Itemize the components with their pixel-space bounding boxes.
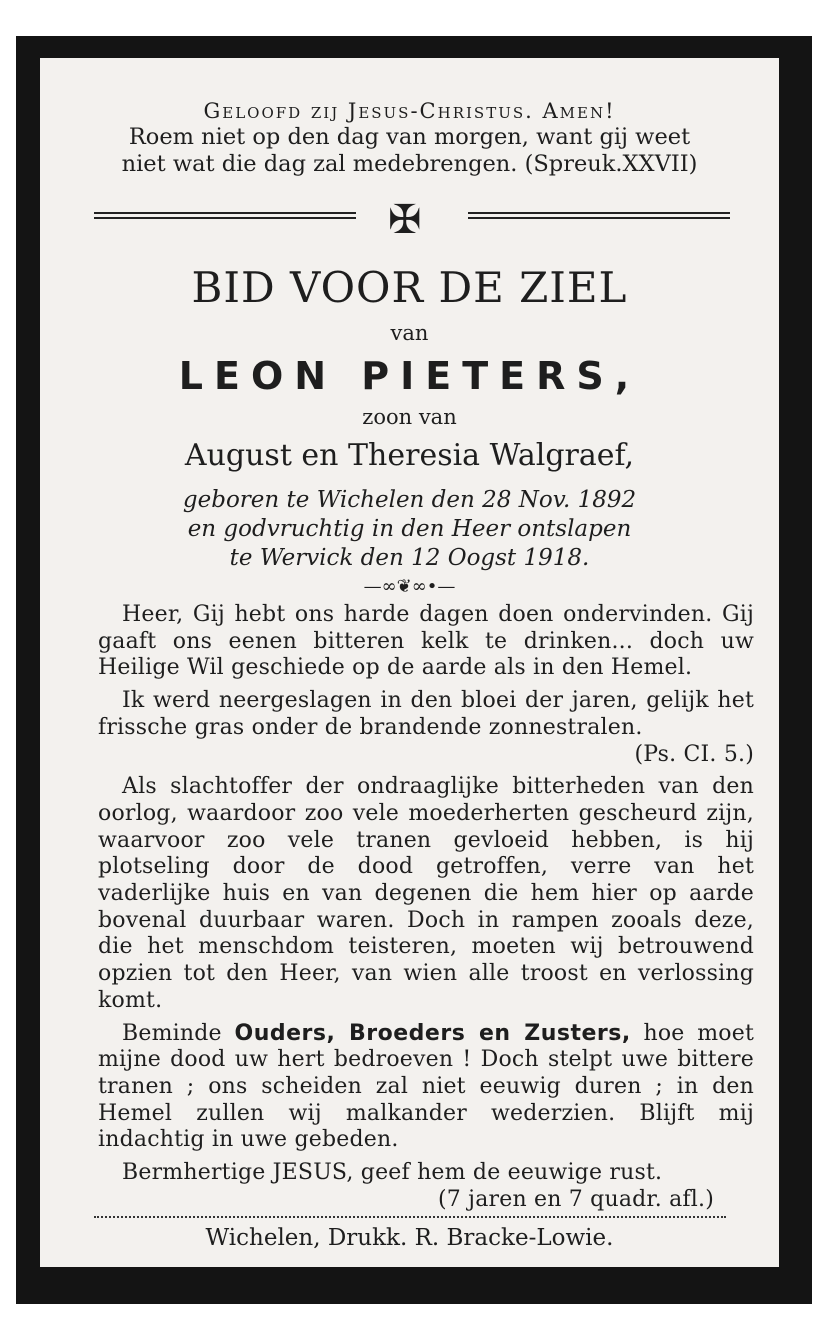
prayer-text: [98, 602, 754, 1213]
card-inner-panel: [40, 58, 779, 1267]
death-line-2: te Wervick den 12 Oogst 1918.: [229, 545, 590, 571]
psalm-reference: (Ps. CI. 5.): [634, 741, 754, 767]
death-line-1: en godvruchtig in den Heer ontslapen: [187, 516, 632, 542]
deceased-name: LEON PIETERS,: [178, 354, 641, 398]
cross-icon: ✠: [388, 197, 422, 243]
paragraph-5: Bermhertige JESUS, geef hem de eeuwige rust.: [122, 1160, 663, 1186]
paragraph-3: Als slachtoffer der ondraaglijke bitterheden van den oorlog, waardoor zoo vele moederherten gescheurd zijn, waarvoor zoo vele tranen gevloeid hebben, is hij plotseling door de dood getroffen, verre van het vaderlijke huis en van degenen die hem hier op aarde bovenal duurbaar waren. Doch in rampen zooals deze, die het menschdom teisteren, moeten wij betrouwend opzien tot den Heer, van wien alle troost en verlossing komt.: [98, 774, 754, 1013]
divider-left: [94, 212, 356, 219]
paragraph-2-text: Ik werd neergeslagen in den bloei der jaren, gelijk het frissche gras onder de brandende zonnestralen.: [98, 688, 754, 740]
title: BID VOOR DE ZIEL: [191, 263, 628, 312]
birth-line: geboren te Wichelen den 28 Nov. 1892: [182, 487, 637, 513]
parents: August en Theresia Walgraef,: [184, 438, 635, 473]
indulgence-note: (7 jaren en 7 quadr. afl.): [438, 1186, 714, 1212]
ornament-divider: —∞❦∞•—: [363, 576, 456, 597]
divider-right: [468, 212, 730, 219]
proverb-line-2: niet wat die dag zal medebrengen. (Spreuk.XXVII): [121, 151, 698, 177]
van-label: van: [390, 321, 429, 345]
motto: Geloofd zij Jesus-Christus. Amen!: [203, 99, 616, 123]
paragraph-4-bold: Ouders, Broeders en Zusters,: [234, 1020, 631, 1046]
memorial-card: [16, 36, 812, 1304]
paragraph-4: [98, 1021, 754, 1155]
paragraph-4-rest: hoe moet mijne dood uw hert bedroeven ! Doch stelpt uwe bittere tranen ; ons scheiden zal niet eeuwig duren ; in den Hemel zullen wij malkander wederzien. Blijft mij indachtig in uwe gebeden.: [98, 1020, 754, 1153]
paragraph-1: Heer, Gij hebt ons harde dagen doen ondervinden. Gij gaaft ons eenen bitteren kelk te drinken... doch uw Heilige Wil geschiede op de aarde als in den Hemel.: [98, 602, 754, 681]
proverb-line-1: Roem niet op den dag van morgen, want gij weet: [128, 124, 691, 150]
paragraph-2: [98, 688, 754, 768]
son-of-label: zoon van: [362, 405, 457, 429]
paragraph-4-start: Beminde: [122, 1020, 222, 1046]
dotted-divider: [94, 1216, 726, 1218]
printer-line: Wichelen, Drukk. R. Bracke-Lowie.: [205, 1225, 614, 1251]
